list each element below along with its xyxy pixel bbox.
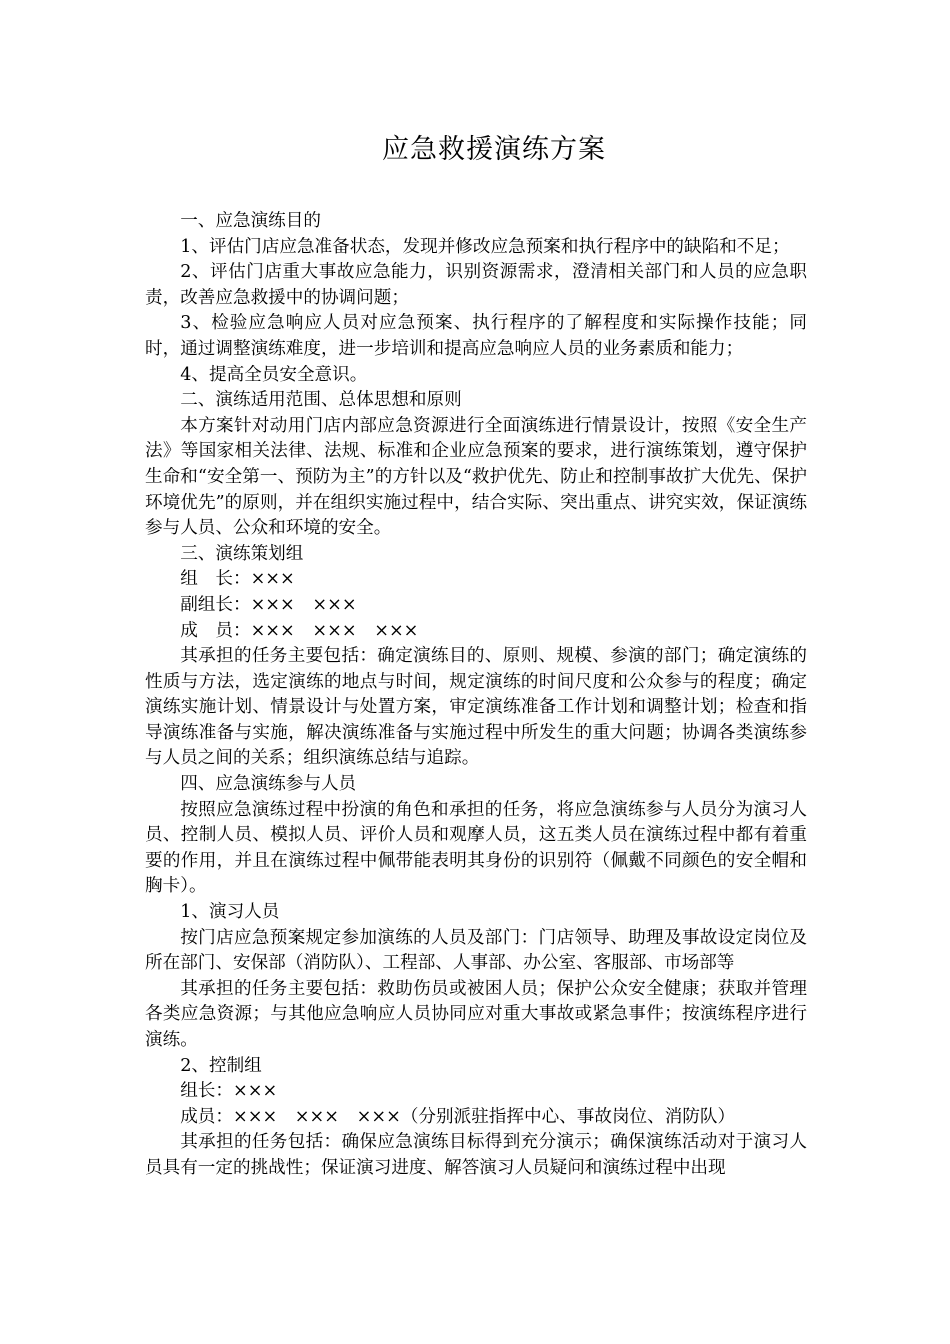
document-body [145,209,807,1182]
section-heading-participants: 四、应急演练参与人员 [180,774,357,795]
group-leader-line: 组 长：××× [180,569,295,590]
list-item: 1、评估门店应急准备状态，发现并修改应急预案和执行程序中的缺陷和不足； [180,236,790,257]
section-heading-planning-group: 三、演练策划组 [180,543,304,564]
section-heading-purpose: 一、应急演练目的 [180,211,321,231]
body-paragraph: 其承担的任务包括：确保应急演练目标得到充分演示；确保演练活动对于演习人员具有一定的挑战性；保证演习进度、解答演习人员疑问和演练过程中出现 [145,1132,807,1178]
list-item: 2、评估门店重大事故应急能力，识别资源需求，澄清相关部门和人员的应急职责，改善应急救援中的协调问题； [145,262,807,308]
members-line: 成员：××× ××× ×××（分别派驻指挥中心、事故岗位、消防队） [180,1106,736,1127]
deputy-leader-line: 副组长：××× ××× [180,594,357,615]
list-item: 4、提高全员安全意识。 [180,364,368,385]
section-heading-scope: 二、演练适用范围、总体思想和原则 [180,390,462,411]
body-paragraph: 本方案针对动用门店内部应急资源进行全面演练进行情景设计，按照《安全生产法》等国家相关法律、法规、标准和企业应急预案的要求，进行演练策划，遵守保护生命和“安全第一、预防为主”的方针以及“救护优先、防止和控制事故扩大优先、保护环境优先”的原则，并在组织实施过程中，结合实际、突出重点、讲究实效，保证演练参与人员、公众和环境的安全。 [145,415,807,539]
subsection-heading-players: 1、演习人员 [180,902,280,923]
subsection-heading-control-group: 2、控制组 [180,1055,262,1076]
body-paragraph: 其承担的任务主要包括：确定演练目的、原则、规模、参演的部门；确定演练的性质与方法，选定演练的地点与时间，规定演练的时间尺度和公众参与的程度；确定演练实施计划、情景设计与处置方案，审定演练准备工作计划和调整计划；检查和指导演练准备与实施，解决演练准备与实施过程中所发生的重大问题；协调各类演练参与人员之间的关系；组织演练总结与追踪。 [145,646,807,769]
group-leader-line: 组长：××× [180,1081,278,1102]
list-item: 3、检验应急响应人员对应急预案、执行程序的了解程度和实际操作技能；同时，通过调整演练难度，进一步培训和提高应急响应人员的业务素质和能力； [145,313,807,359]
body-paragraph: 按照应急演练过程中扮演的角色和承担的任务，将应急演练参与人员分为演习人员、控制人员、模拟人员、评价人员和观摩人员，这五类人员在演练过程中都有着重要的作用，并且在演练过程中佩带能表明其身份的识别符（佩戴不同颜色的安全帽和胸卡）。 [145,799,807,897]
body-paragraph: 按门店应急预案规定参加演练的人员及部门：门店领导、助理及事故设定岗位及所在部门、安保部（消防队）、工程部、人事部、办公室、客服部、市场部等 [145,927,807,974]
document-title: 应急救援演练方案 [382,134,606,165]
body-paragraph: 其承担的任务主要包括：救助伤员或被困人员；保护公众安全健康；获取并管理各类应急资源；与其他应急响应人员协同应对重大事故或紧急事件；按演练程序进行演练。 [145,978,807,1050]
members-line: 成 员：××× ××× ××× [180,620,419,641]
